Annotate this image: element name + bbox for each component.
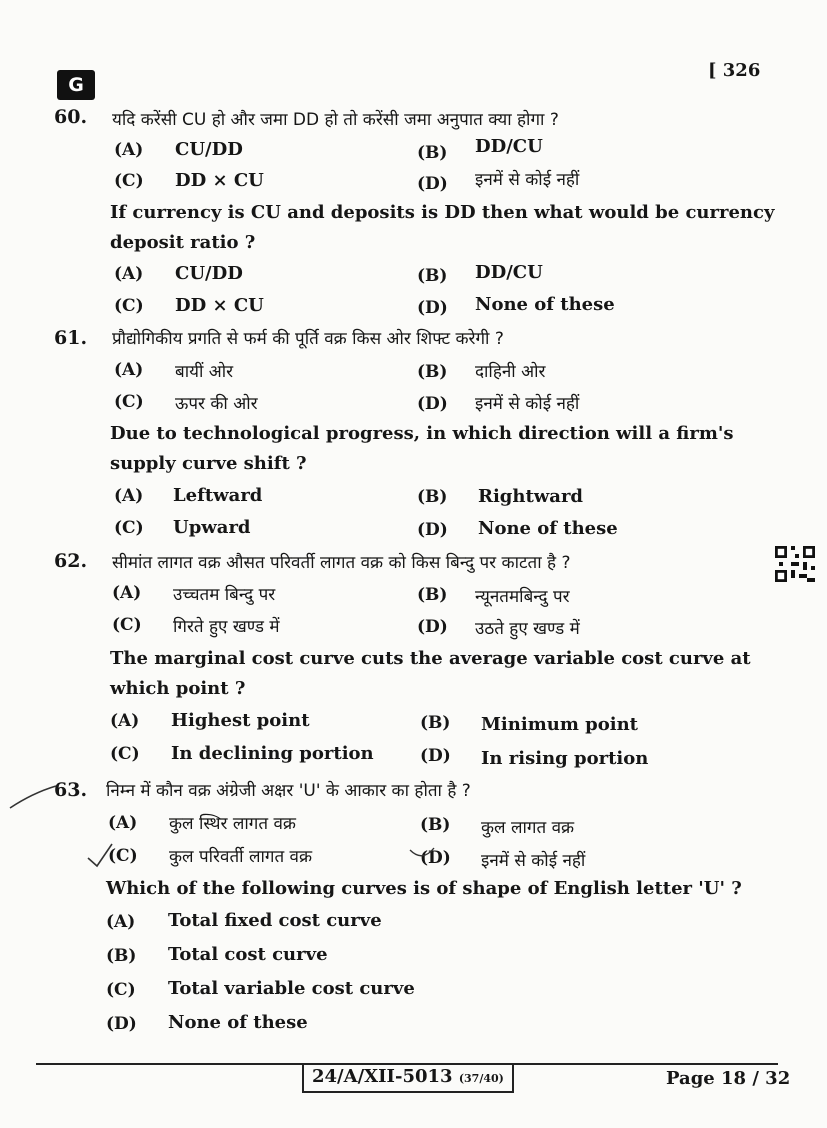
option-label: (D) (417, 174, 448, 194)
option-label: (C) (112, 615, 142, 635)
page-code: [ 326 (708, 60, 761, 81)
question-number: 63. (54, 779, 88, 801)
option-text: Upward (173, 517, 251, 538)
option-text: Rightward (478, 486, 584, 507)
option-text: In declining portion (171, 743, 374, 764)
option-label: (C) (114, 518, 144, 538)
question-english: Which of the following curves is of shape of English letter 'U' ? (106, 878, 742, 899)
option-text: Leftward (173, 485, 263, 506)
option-text: दाहिनी ओर (475, 362, 546, 382)
question-hindi: निम्न में कौन वक्र अंग्रेजी अक्षर 'U' के आकार का होता है ? (106, 781, 471, 801)
option-text: CU/DD (175, 263, 243, 284)
paper-code-suffix: (37/40) (458, 1072, 504, 1085)
question-english: If currency is CU and deposits is DD then what would be currency deposit ratio ? (110, 202, 775, 253)
option-label: (C) (114, 392, 144, 412)
question-hindi: प्रौद्योगिकीय प्रगति से फर्म की पूर्ति वक्र किस ओर शिफ्ट करेगी ? (112, 329, 504, 349)
option-text: कुल स्थिर लागत वक्र (169, 814, 296, 834)
option-label: (B) (417, 266, 448, 286)
option-text: Total cost curve (168, 944, 328, 965)
option-label: (B) (417, 585, 448, 605)
option-label: (D) (417, 520, 448, 540)
question-number: 61. (54, 327, 88, 349)
option-label: (D) (417, 394, 448, 414)
option-label: (A) (108, 813, 138, 833)
option-text: Total fixed cost curve (168, 910, 382, 931)
option-label: (D) (417, 298, 448, 318)
paper-code: 24/A/XII-5013 (312, 1066, 453, 1087)
option-text: बायीं ओर (175, 362, 234, 382)
option-text: DD/CU (475, 136, 543, 157)
option-label: (A) (114, 264, 144, 284)
option-label: (C) (108, 846, 138, 866)
question-english: The marginal cost curve cuts the average variable cost curve at which point ? (110, 648, 751, 699)
option-label: (B) (106, 946, 137, 966)
option-label: (A) (114, 486, 144, 506)
option-text: कुल लागत वक्र (481, 818, 575, 838)
option-text: In rising portion (481, 748, 649, 769)
option-label: (D) (106, 1014, 137, 1034)
option-text: DD/CU (475, 262, 543, 283)
option-text: Highest point (171, 710, 310, 731)
option-text: None of these (168, 1012, 308, 1033)
option-text: DD × CU (175, 170, 264, 191)
option-text: उच्चतम बिन्दु पर (173, 585, 276, 605)
option-label: (B) (417, 143, 448, 163)
option-text: इनमें से कोई नहीं (475, 394, 580, 414)
option-text: Minimum point (481, 714, 638, 735)
option-text: CU/DD (175, 139, 243, 160)
series-badge: G (57, 70, 95, 100)
footer-code (302, 1063, 514, 1093)
option-label: (B) (420, 815, 451, 835)
option-label: (A) (114, 140, 144, 160)
option-label: (C) (106, 980, 136, 1000)
option-text: न्यूनतमबिन्दु पर (475, 587, 570, 607)
option-label: (B) (420, 713, 451, 733)
option-text: ऊपर की ओर (175, 394, 258, 414)
option-label: (C) (114, 296, 144, 316)
question-number: 62. (54, 550, 88, 572)
option-label: (C) (114, 171, 144, 191)
option-label: (D) (420, 848, 451, 868)
option-text: Total variable cost curve (168, 978, 415, 999)
option-text: None of these (475, 294, 615, 315)
option-label: (A) (112, 583, 142, 603)
option-label: (D) (420, 746, 451, 766)
option-label: (D) (417, 617, 448, 637)
option-label: (C) (110, 744, 140, 764)
question-hindi: यदि करेंसी CU हो और जमा DD हो तो करेंसी जमा अनुपात क्या होगा ? (112, 110, 559, 130)
option-text: इनमें से कोई नहीं (475, 170, 580, 190)
option-text: None of these (478, 518, 618, 539)
option-label: (A) (106, 912, 136, 932)
option-text: गिरते हुए खण्ड में (173, 617, 280, 637)
option-label: (A) (114, 360, 144, 380)
option-label: (A) (110, 711, 140, 731)
option-text: इनमें से कोई नहीं (481, 851, 586, 871)
option-label: (B) (417, 362, 448, 382)
option-label: (B) (417, 487, 448, 507)
option-text: DD × CU (175, 295, 264, 316)
page-label: Page 18 / 32 (666, 1068, 791, 1089)
question-number: 60. (54, 106, 88, 128)
option-text: उठते हुए खण्ड में (475, 619, 580, 639)
question-english: Due to technological progress, in which direction will a firm's supply curve shift ? (110, 423, 734, 474)
option-text: कुल परिवर्ती लागत वक्र (169, 847, 313, 867)
question-hindi: सीमांत लागत वक्र औसत परिवर्ती लागत वक्र को किस बिन्दु पर काटता है ? (112, 553, 571, 573)
